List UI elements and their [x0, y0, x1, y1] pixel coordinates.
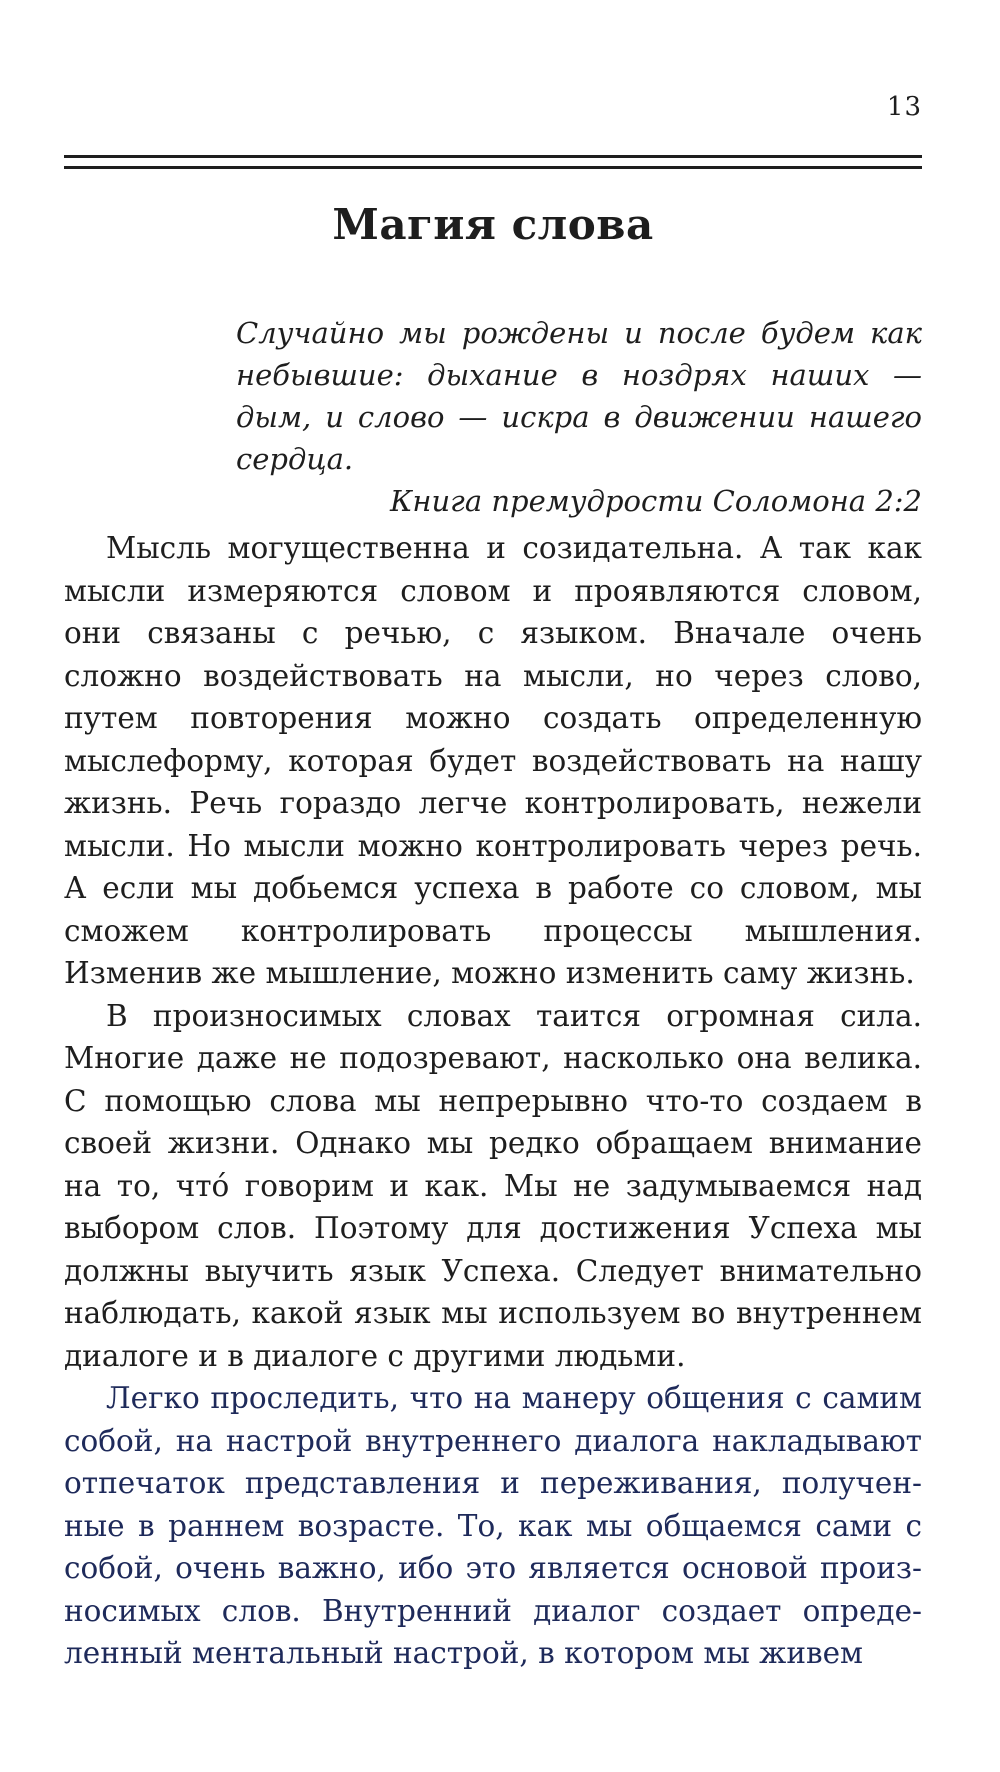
paragraph: Легко проследить, что на манеру общения с самим собой, на настрой внутреннего диалога накладывают отпечаток представления и переживания, полученные в раннем возрасте. То, как мы общаемся сами с собой, очень важно, ибо это является основой произносимых слов. Внутренний диалог создает определенный ментальный настрой, в котором мы живем [64, 1381, 922, 1670]
header-rule-top [64, 155, 922, 158]
body-text [64, 527, 922, 1675]
paragraph: В произносимых словах таится огромная сила. Многие даже не подозревают, насколько она велика. С помощью слова мы непрерывно что-то создаем в своей жизни. Однако мы редко обращаем внимание на то, чтó говорим и как. Мы не задумываемся над выбором слов. Поэтому для достижения Успеха мы должны выучить язык Успеха. Следует внимательно наблюдать, какой язык мы используем во внутреннем диалоге и в диалоге с другими людьми. [64, 998, 922, 1373]
paragraph: Мысль могущественна и созидательна. А так как мысли измеряются словом и проявляются словом, они связаны с речью, с языком. Вначале очень сложно воздействовать на мысли, но через слово, путем повторения можно создать определенную мыслеформу, которая будет воздействовать на нашу жизнь. Речь гораздо легче контролировать, нежели мысли. Но мысли можно контролировать через речь. А если мы добьемся успеха в работе со словом, мы сможем контролировать процессы мышления. Изменив же мышление, можно изменить саму жизнь. [64, 531, 922, 990]
epigraph [236, 312, 922, 522]
chapter-title: Магия слова [332, 200, 654, 249]
header-rule-bottom [64, 166, 922, 169]
epigraph-source: Книга премудрости Соломона 2:2 [389, 484, 922, 518]
epigraph-text: Случайно мы рождены и после будем как небывшие: дыхание в ноздрях наших — дым, и слово — искра в движении нашего сердца. [236, 316, 922, 476]
page-number: 13 [886, 92, 922, 122]
